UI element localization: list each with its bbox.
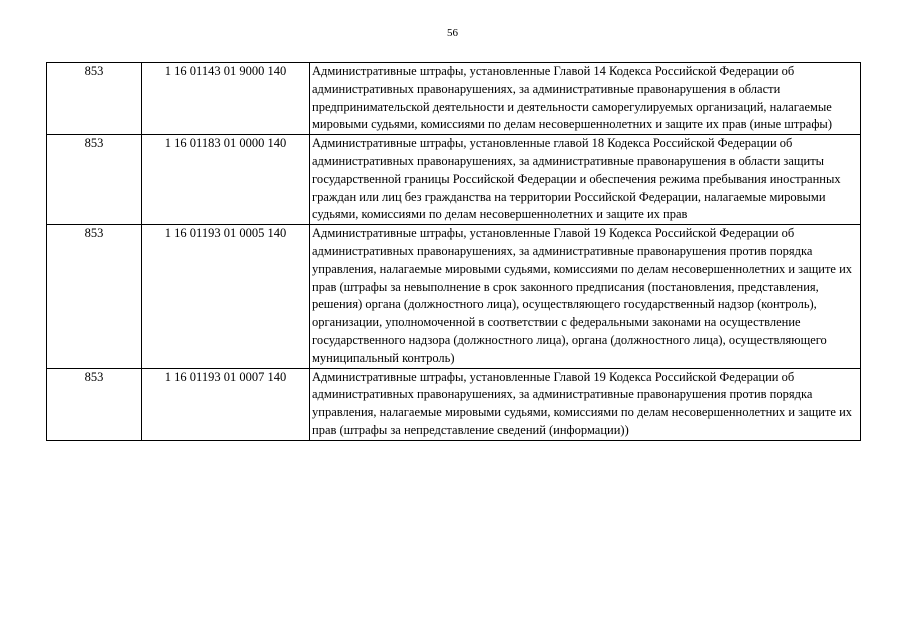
table-row: [47, 135, 861, 225]
kbk-code-cell: 1 16 01143 01 9000 140: [142, 63, 310, 135]
kbk-code-cell: 1 16 01183 01 0000 140: [142, 135, 310, 225]
admin-code-cell: 853: [47, 63, 142, 135]
table-row: [47, 225, 861, 368]
admin-code-cell: 853: [47, 225, 142, 368]
admin-code-cell: 853: [47, 135, 142, 225]
table-row: [47, 63, 861, 135]
budget-classification-table: [46, 62, 861, 441]
kbk-code-cell: 1 16 01193 01 0005 140: [142, 225, 310, 368]
description-cell: Административные штрафы, установленные Главой 14 Кодекса Российской Федерации об административных правонарушениях, за административные правонарушения в области предпринимательской деятельности и деятельности саморегулируемых организаций, налагаемые мировыми судьями, комиссиями по делам несовершеннолетних и защите их прав (иные штрафы): [310, 63, 861, 135]
description-cell: Административные штрафы, установленные Главой 19 Кодекса Российской Федерации об административных правонарушениях, за административные правонарушения против порядка управления, налагаемые мировыми судьями, комиссиями по делам несовершеннолетних и защите их прав (штрафы за непредставление сведений (информации)): [310, 368, 861, 440]
description-cell: Административные штрафы, установленные Главой 19 Кодекса Российской Федерации об административных правонарушениях, за административные правонарушения против порядка управления, налагаемые мировыми судьями, комиссиями по делам несовершеннолетних и защите их прав (штрафы за невыполнение в срок законного предписания (постановления, представления, решения) органа (должностного лица), осуществляющего государственный надзор (контроль), организации, уполномоченной в соответствии с федеральными законами на осуществление государственного надзора (должностного лица), органа (должностного лица), осуществляющего муниципальный контроль): [310, 225, 861, 368]
kbk-code-cell: 1 16 01193 01 0007 140: [142, 368, 310, 440]
table-row: [47, 368, 861, 440]
page-number: 56: [447, 27, 458, 39]
description-cell: Административные штрафы, установленные главой 18 Кодекса Российской Федерации об административных правонарушениях, за административные правонарушения в области защиты государственной границы Российской Федерации и обеспечения режима пребывания иностранных граждан или лиц без гражданства на территории Российской Федерации, налагаемые мировыми судьями, комиссиями по делам несовершеннолетних и защите их прав: [310, 135, 861, 225]
admin-code-cell: 853: [47, 368, 142, 440]
